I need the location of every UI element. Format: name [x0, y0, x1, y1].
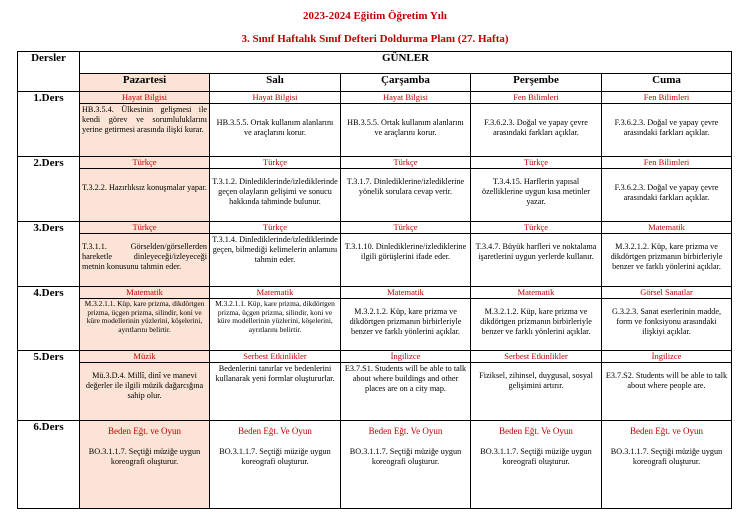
subject-label: Hayat Bilgisi [341, 92, 470, 104]
outcome-text: M.3.2.1.2. Küp, kare prizma ve dikdörtgen prizmanın birbirleriyle benzer ve farklı yönlerini açıklar. [480, 307, 592, 336]
plan-cell [341, 351, 471, 421]
outcome-text: M.3.2.1.2. Küp, kare prizma ve dikdörtgen prizmanın birbirleriyle benzer ve farklı yönlerini açıklar. [610, 242, 723, 271]
outcome-text: HB.3.5.5. Ortak kullanım alanlarını ve araçlarını korur. [347, 118, 464, 137]
outcome-text: HB.3.5.5. Ortak kullanım alanlarını ve araçlarını korur. [216, 118, 334, 137]
outcome-text: T.3.4.7. Büyük harfleri ve noktalama işaretlerini uygun yerlerde kullanır. [475, 242, 597, 261]
subject-label: Beden Eğt. ve Oyun [108, 426, 181, 436]
subject-label: Hayat Bilgisi [210, 92, 340, 104]
outcome-text: E3.7.S1. Students will be able to talk about where buildings and other places are on a city map. [344, 364, 467, 393]
days-header-row [18, 74, 732, 92]
day-header-friday: Cuma [602, 74, 732, 92]
lesson-label: 4.Ders [18, 287, 80, 351]
plan-cell [210, 351, 341, 421]
outcome-text: T.3.1.10. Dinlediklerine/izlediklerine ilgili görüşlerini ifade eder. [344, 242, 467, 261]
subject-label: Serbest Etkinlikler [210, 351, 340, 363]
subject-label: Beden Eğt. ve Oyun [630, 426, 703, 436]
subject-label: Beden Eğt. Ve Oyun [368, 426, 443, 436]
subject-label: Müzik [80, 351, 209, 363]
lesson-row-5 [18, 351, 732, 421]
outcome-text: T.3.2.2. Hazırlıksız konuşmalar yapar. [82, 183, 207, 192]
subject-label: Türkçe [80, 157, 209, 169]
plan-cell [210, 92, 341, 157]
plan-cell [341, 157, 471, 222]
outcome-text: Bedenlerini tanırlar ve bedenlerini kullanarak yeni formlar oluştururlar. [215, 364, 335, 383]
plan-cell [602, 421, 732, 509]
plan-cell [471, 351, 602, 421]
lesson-row-1 [18, 92, 732, 157]
plan-cell [80, 351, 210, 421]
lesson-label: 3.Ders [18, 222, 80, 287]
outcome-text: BO.3.1.1.7. Seçtiği müziğe uygun koreografi oluşturur. [480, 447, 592, 466]
plan-cell [602, 287, 732, 351]
group-header-row [18, 52, 732, 74]
subject-label: Türkçe [341, 222, 470, 234]
outcome-text: BO.3.1.1.7. Seçtiği müziğe uygun koreografi oluşturur. [610, 447, 723, 466]
plan-cell [210, 421, 341, 509]
day-header-wednesday: Çarşamba [341, 74, 471, 92]
outcome-text: F.3.6.2.3. Doğal ve yapay çevre arasındaki farkları açıklar. [484, 118, 588, 137]
plan-cell [602, 92, 732, 157]
plan-cell [602, 157, 732, 222]
plan-cell [471, 421, 602, 509]
day-header-thursday: Perşembe [471, 74, 602, 92]
lesson-label: 6.Ders [18, 421, 80, 509]
subject-label: Türkçe [210, 222, 340, 234]
subject-label: Fen Bilimleri [471, 92, 601, 104]
outcome-text: F.3.6.2.3. Doğal ve yapay çevre arasındaki farkları açıklar. [614, 183, 719, 202]
plan-cell [471, 287, 602, 351]
subject-label: Beden Eğt. Ve Oyun [238, 426, 312, 436]
outcome-text: M.3.2.1.2. Küp, kare prizma ve dikdörtgen prizmanın birbirleriyle benzer ve farklı yönlerini açıklar. [349, 307, 462, 336]
days-group-header: GÜNLER [80, 52, 732, 74]
outcome-text: T.3.1.7. Dinlediklerine/izlediklerine yönelik sorulara cevap verir. [346, 177, 465, 196]
plan-cell [210, 157, 341, 222]
plan-cell [341, 92, 471, 157]
lesson-label: 5.Ders [18, 351, 80, 421]
subject-label: Görsel Sanatlar [602, 287, 731, 299]
day-header-monday: Pazartesi [80, 74, 210, 92]
plan-cell [471, 92, 602, 157]
plan-cell [80, 92, 210, 157]
subject-label: Türkçe [210, 157, 340, 169]
outcome-text: G.3.2.3. Sanat eserlerinin madde, form ve fonksiyonu arasındaki ilişkiyi açıklar. [611, 307, 722, 336]
outcome-text: T.3.1.1. Görselden/görsellerden hareketle dinleyeceği/izleyeceği metnin konusunu tahmin eder. [82, 242, 207, 271]
plan-cell [341, 287, 471, 351]
outcome-text: M.3.2.1.1. Küp, kare prizma, dikdörtgen prizma, üçgen prizma, silindir, koni ve küre modellerinin yüzlerini, köşelerini, ayrıtlarını belirtir. [215, 299, 335, 334]
outcome-text: F.3.6.2.3. Doğal ve yapay çevre arasındaki farkları açıklar. [614, 118, 719, 137]
lesson-row-6 [18, 421, 732, 509]
outcome-text: T.3.1.4. Dinlediklerinde/izlediklerinde geçen, bilmediği kelimelerin anlamını tahmin eder. [212, 235, 338, 264]
subject-label: Matematik [341, 287, 470, 299]
outcome-text: HB.3.5.4. Ülkesinin gelişmesi ile kendi görev ve sorumluluklarını yerine getirmesi arasında ilişki kurar. [82, 105, 207, 134]
subject-label: Türkçe [341, 157, 470, 169]
plan-cell [80, 287, 210, 351]
outcome-text: Mü.3.D.4. Millî, dinî ve manevi değerler ile ilgili müzik dağarcığına sahip olur. [85, 371, 204, 400]
plan-cell [471, 222, 602, 287]
page-subtitle: 3. Sınıf Haftalık Sınıf Defteri Doldurma Planı (27. Hafta) [241, 33, 509, 45]
subject-label: Matematik [210, 287, 340, 299]
plan-cell [471, 157, 602, 222]
outcome-text: BO.3.1.1.7. Seçtiği müziğe uygun koreografi oluşturur. [88, 447, 201, 466]
plan-cell [341, 421, 471, 509]
subject-label: Türkçe [471, 222, 601, 234]
outcome-text: BO.3.1.1.7. Seçtiği müziğe uygun koreografi oluşturur. [219, 447, 331, 466]
outcome-text: M.3.2.1.1. Küp, kare prizma, dikdörtgen prizma, üçgen prizma, silindir, koni ve küre modellerinin yüzlerini, köşelerini, ayrıtlarını belirtir. [84, 299, 205, 334]
plan-cell [210, 287, 341, 351]
plan-cell [210, 222, 341, 287]
subject-label: Matematik [80, 287, 209, 299]
outcome-text: T.3.1.2. Dinlediklerinde/izlediklerinde geçen olayların gelişimi ve sonucu hakkında tahminde bulunur. [212, 177, 338, 206]
subject-label: Türkçe [80, 222, 209, 234]
subject-label: Beden Eğt. Ve Oyun [499, 426, 573, 436]
weekly-plan-table [17, 51, 732, 509]
subject-label: Matematik [471, 287, 601, 299]
day-header-tuesday: Salı [210, 74, 341, 92]
outcome-text: Fiziksel, zihinsel, duygusal, sosyal gelişimini artırır. [479, 371, 593, 390]
subject-label: Matematik [602, 222, 731, 234]
plan-cell [80, 421, 210, 509]
lesson-row-3 [18, 222, 732, 287]
subject-label: Fen Bilimleri [602, 157, 731, 169]
subject-label: Hayat Bilgisi [80, 92, 209, 104]
plan-cell [602, 222, 732, 287]
outcome-text: E3.7.S2. Students will be able to talk about where people are. [605, 371, 728, 390]
page-title: 2023-2024 Eğitim Öğretim Yılı [303, 10, 447, 22]
outcome-text: T.3.4.15. Harflerin yapısal özelliklerine uygun kısa metinler yazar. [482, 177, 590, 206]
outcome-text: BO.3.1.1.7. Seçtiği müziğe uygun koreografi oluşturur. [349, 447, 462, 466]
lesson-label: 1.Ders [18, 92, 80, 157]
subject-label: Serbest Etkinlikler [471, 351, 601, 363]
lesson-label: 2.Ders [18, 157, 80, 222]
plan-cell [80, 157, 210, 222]
subject-label: Türkçe [471, 157, 601, 169]
subject-label: İngilizce [341, 351, 470, 363]
plan-cell [341, 222, 471, 287]
lesson-row-4 [18, 287, 732, 351]
plan-cell [602, 351, 732, 421]
plan-cell [80, 222, 210, 287]
subject-label: İngilizce [602, 351, 731, 363]
subject-label: Fen Bilimleri [602, 92, 731, 104]
corner-header: Dersler [18, 52, 80, 92]
lesson-row-2 [18, 157, 732, 222]
